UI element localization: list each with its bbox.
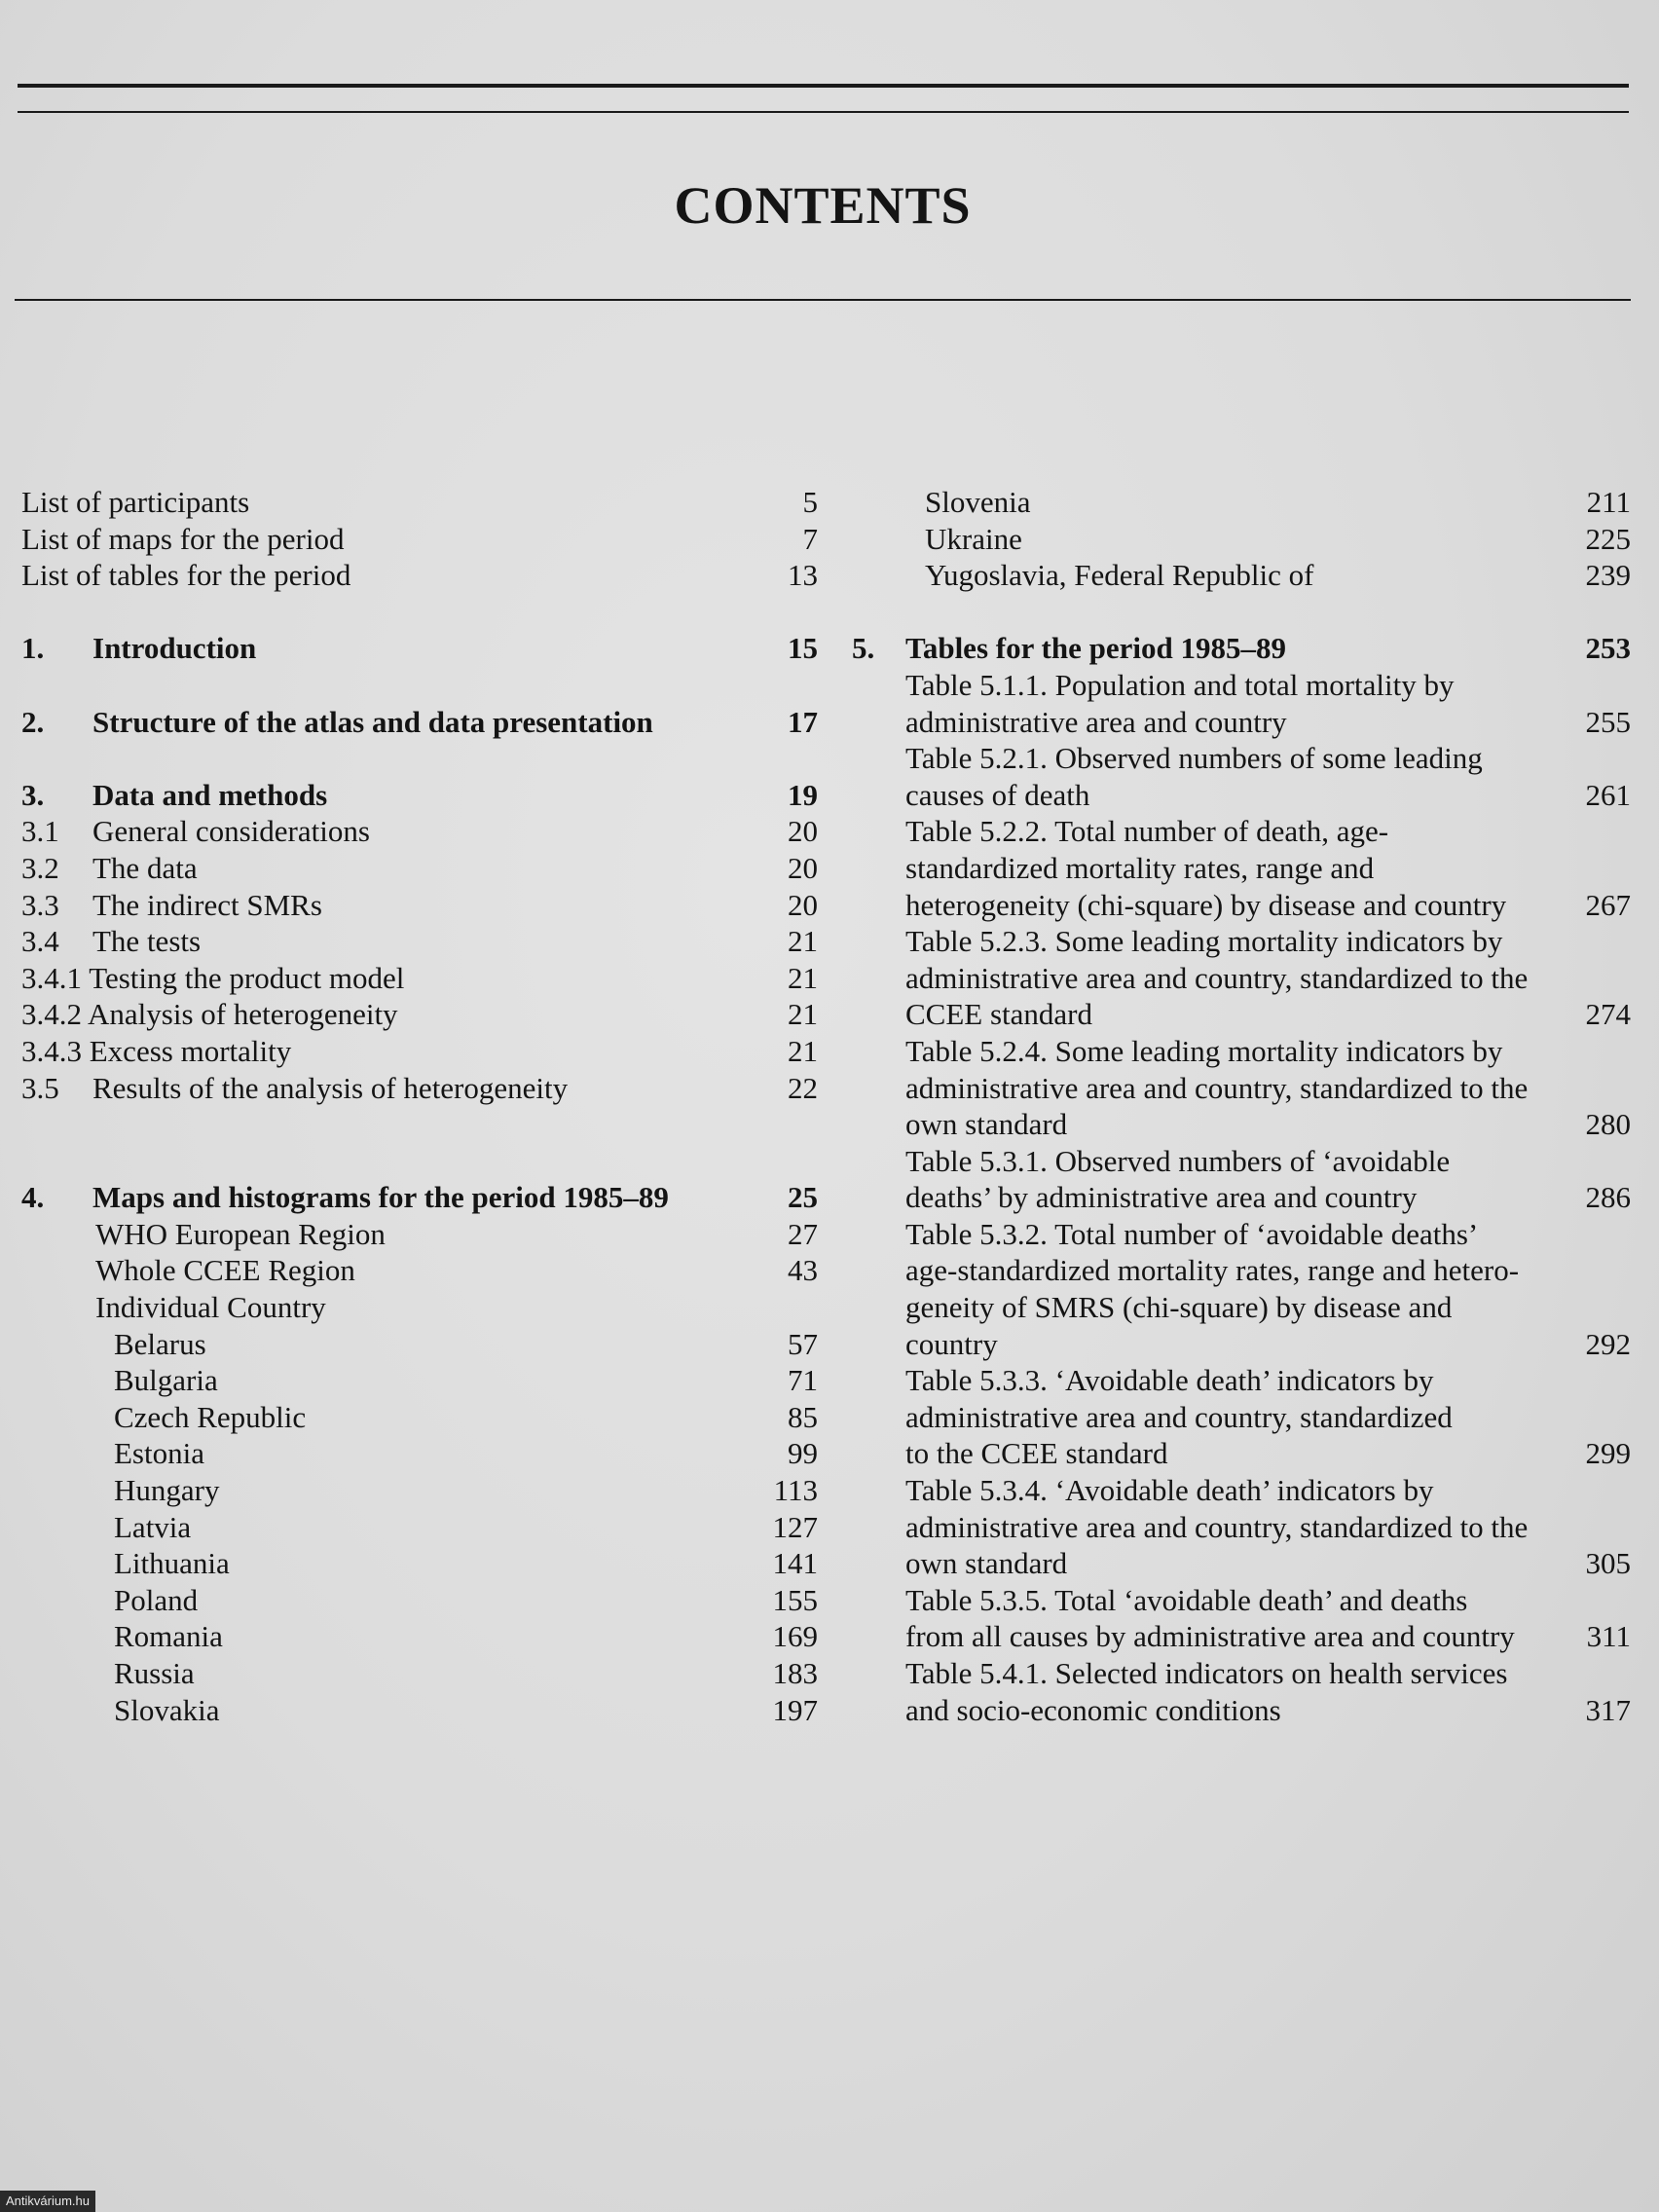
- toc-entry-page: 305: [1585, 1546, 1631, 1581]
- toc-entry-title: List of tables for the period: [21, 558, 351, 593]
- toc-entry-title: Slovakia: [114, 1692, 220, 1727]
- toc-entry: [21, 1326, 818, 1363]
- toc-entry: [852, 1472, 1631, 1509]
- toc-entry: [852, 667, 1631, 704]
- toc-entry-number: 4.: [21, 1180, 45, 1215]
- toc-entry-page: 21: [788, 997, 818, 1032]
- toc-entry: [852, 1582, 1631, 1619]
- toc-entry: [852, 1143, 1631, 1180]
- toc-entry-title: and socio-economic conditions: [905, 1692, 1281, 1727]
- toc-entry: [852, 1399, 1631, 1436]
- toc-entry-title: Table 5.3.5. Total ‘avoidable death’ and deaths: [905, 1582, 1468, 1617]
- toc-entry-title: own standard: [905, 1107, 1068, 1142]
- spacer: [21, 667, 818, 704]
- toc-entry-title: Hungary: [114, 1473, 220, 1508]
- toc-entry-page: 261: [1585, 777, 1631, 812]
- toc-entry-title: geneity of SMRS (chi-square) by disease and: [905, 1290, 1453, 1325]
- toc-entry-title: Table 5.3.3. ‘Avoidable death’ indicators by: [905, 1363, 1434, 1398]
- toc-entry-page: 239: [1585, 558, 1631, 593]
- toc-entry: [21, 1472, 818, 1509]
- toc-entry: [21, 1179, 818, 1216]
- toc-entry: [21, 1216, 818, 1253]
- toc-entry-title: Bulgaria: [114, 1363, 218, 1398]
- toc-entry-page: 253: [1585, 631, 1631, 666]
- toc-entry-title: Maps and histograms for the period 1985–89: [92, 1180, 669, 1215]
- title-rule: [15, 299, 1631, 301]
- toc-entry-title: The indirect SMRs: [92, 887, 322, 922]
- toc-entry-page: 20: [788, 850, 818, 885]
- toc-entry-page: 225: [1585, 521, 1631, 556]
- top-rule-thick: [18, 84, 1629, 88]
- toc-entry-number: 2.: [21, 704, 45, 739]
- toc-entry-page: 286: [1585, 1180, 1631, 1215]
- toc-entry: [21, 1252, 818, 1289]
- toc-entry: [21, 996, 818, 1033]
- toc-entry-number: 3.1: [21, 814, 59, 849]
- toc-entry-page: 274: [1585, 997, 1631, 1032]
- toc-entry: [852, 960, 1631, 997]
- toc-entry-page: 280: [1585, 1107, 1631, 1142]
- toc-entry-title: Table 5.4.1. Selected indicators on health services: [905, 1656, 1508, 1690]
- toc-entry-page: 197: [772, 1692, 818, 1727]
- toc-entry-page: 127: [772, 1509, 818, 1544]
- toc-entry: [852, 557, 1631, 594]
- toc-entry-title: administrative area and country: [905, 704, 1287, 739]
- toc-entry: [21, 484, 818, 521]
- toc-entry: [21, 1033, 818, 1070]
- toc-entry-title: Poland: [114, 1582, 199, 1617]
- toc-entry: [852, 1033, 1631, 1070]
- toc-entry-title: Estonia: [114, 1436, 204, 1471]
- toc-entry-title: WHO European Region: [95, 1216, 386, 1251]
- toc-entry: [21, 1399, 818, 1436]
- toc-entry: [21, 1618, 818, 1655]
- toc-entry-title: to the CCEE standard: [905, 1436, 1168, 1471]
- toc-entry-title: age-standardized mortality rates, range and hetero-: [905, 1253, 1520, 1288]
- toc-entry-page: 21: [788, 960, 818, 995]
- toc-entry: [852, 1618, 1631, 1655]
- toc-entry-page: 57: [788, 1326, 818, 1361]
- toc-entry-title: Table 5.3.2. Total number of ‘avoidable deaths’: [905, 1216, 1479, 1251]
- toc-entry: [21, 1362, 818, 1399]
- toc-entry-title: standardized mortality rates, range and: [905, 850, 1375, 885]
- toc-entry: [21, 1289, 818, 1326]
- toc-entry-page: 267: [1585, 887, 1631, 922]
- toc-entry: [852, 1216, 1631, 1253]
- toc-entry-title: administrative area and country, standardized to the: [905, 960, 1529, 995]
- toc-entry: [852, 996, 1631, 1033]
- toc-entry: [21, 521, 818, 558]
- toc-entry-page: 21: [788, 924, 818, 959]
- toc-entry: [852, 630, 1631, 667]
- toc-entry-page: 43: [788, 1253, 818, 1288]
- toc-entry-page: 155: [772, 1582, 818, 1617]
- toc-entry: [852, 1692, 1631, 1729]
- toc-entry-title: Data and methods: [92, 777, 328, 812]
- toc-entry-title: Latvia: [114, 1509, 192, 1544]
- toc-entry-number: 1.: [21, 631, 45, 666]
- toc-entry: [852, 1070, 1631, 1107]
- toc-entry: [21, 1545, 818, 1582]
- toc-entry-page: 169: [772, 1619, 818, 1654]
- toc-entry-page: 21: [788, 1033, 818, 1068]
- toc-entry-page: 311: [1586, 1619, 1631, 1654]
- toc-entry-title: CCEE standard: [905, 997, 1092, 1032]
- toc-entry: [21, 960, 818, 997]
- toc-entry-page: 5: [802, 485, 818, 519]
- toc-entry: [852, 1289, 1631, 1326]
- toc-entry: [852, 1106, 1631, 1143]
- toc-entry-title: Romania: [114, 1619, 223, 1654]
- toc-entry: [21, 1692, 818, 1729]
- toc-entry-page: 317: [1585, 1692, 1631, 1727]
- toc-entry-title: heterogeneity (chi-square) by disease and country: [905, 887, 1507, 922]
- toc-entry-title: Belarus: [114, 1326, 206, 1361]
- toc-entry-page: 13: [788, 558, 818, 593]
- toc-entry: [21, 777, 818, 814]
- toc-entry-title: Whole CCEE Region: [95, 1253, 355, 1288]
- toc-entry-title: The data: [92, 850, 198, 885]
- toc-entry: [852, 1655, 1631, 1692]
- toc-entry-title: Table 5.3.4. ‘Avoidable death’ indicators by: [905, 1473, 1434, 1508]
- toc-entry-title: Table 5.3.1. Observed numbers of ‘avoidable: [905, 1143, 1451, 1178]
- toc-entry: [21, 1582, 818, 1619]
- toc-entry-title: causes of death: [905, 777, 1090, 812]
- toc-entry: [852, 813, 1631, 850]
- contents-right-column: [852, 484, 1631, 1728]
- toc-entry-title: administrative area and country, standardized to the: [905, 1070, 1529, 1105]
- toc-entry: [21, 630, 818, 667]
- toc-entry-title: Lithuania: [114, 1546, 230, 1581]
- toc-entry-page: 27: [788, 1216, 818, 1251]
- toc-entry-number: 5.: [852, 631, 875, 666]
- toc-entry-title: Table 5.2.3. Some leading mortality indicators by: [905, 924, 1503, 959]
- toc-entry: [852, 1509, 1631, 1546]
- toc-entry-title: country: [905, 1326, 998, 1361]
- toc-entry: [21, 850, 818, 887]
- spacer: [21, 1106, 818, 1143]
- toc-entry-number: 3.3: [21, 887, 59, 922]
- toc-entry: [852, 484, 1631, 521]
- toc-entry: [852, 740, 1631, 777]
- toc-entry-page: 299: [1585, 1436, 1631, 1471]
- toc-entry-page: 17: [788, 704, 818, 739]
- toc-entry-title: Structure of the atlas and data presentation: [92, 704, 653, 739]
- toc-entry-page: 211: [1586, 485, 1631, 519]
- toc-entry-page: 255: [1585, 704, 1631, 739]
- toc-entry-title: Introduction: [92, 631, 257, 666]
- spacer: [21, 740, 818, 777]
- toc-entry-number: 3.5: [21, 1070, 59, 1105]
- toc-entry-page: 99: [788, 1436, 818, 1471]
- toc-entry-number: 3.4: [21, 924, 59, 959]
- toc-entry-number: 3.2: [21, 850, 59, 885]
- toc-entry: [21, 813, 818, 850]
- toc-entry-page: 141: [772, 1546, 818, 1581]
- toc-entry-title: List of participants: [21, 485, 250, 519]
- toc-entry: [852, 923, 1631, 960]
- toc-entry-title: 3.4.2 Analysis of heterogeneity: [21, 997, 398, 1032]
- toc-entry-number: 3.: [21, 777, 45, 812]
- toc-entry: [852, 704, 1631, 741]
- toc-entry-title: Table 5.2.2. Total number of death, age-: [905, 814, 1389, 849]
- toc-entry-title: The tests: [92, 924, 202, 959]
- page-title: CONTENTS: [674, 176, 972, 235]
- toc-entry-title: List of maps for the period: [21, 521, 345, 556]
- toc-entry: [21, 1435, 818, 1472]
- toc-entry-page: 22: [788, 1070, 818, 1105]
- toc-entry-title: administrative area and country, standardized to the: [905, 1509, 1529, 1544]
- toc-entry-title: administrative area and country, standardized: [905, 1399, 1453, 1434]
- toc-entry: [852, 850, 1631, 887]
- toc-entry: [852, 1362, 1631, 1399]
- toc-entry-title: Ukraine: [925, 521, 1022, 556]
- toc-entry: [21, 1655, 818, 1692]
- toc-entry-page: 183: [772, 1656, 818, 1690]
- toc-entry: [21, 1509, 818, 1546]
- toc-entry: [21, 923, 818, 960]
- toc-entry-page: 71: [788, 1363, 818, 1398]
- toc-entry-page: 20: [788, 887, 818, 922]
- toc-entry: [852, 1435, 1631, 1472]
- toc-entry-title: Individual Country: [95, 1290, 326, 1325]
- toc-entry: [852, 777, 1631, 814]
- toc-entry-page: 20: [788, 814, 818, 849]
- toc-entry: [21, 887, 818, 924]
- toc-entry-page: 25: [788, 1180, 818, 1215]
- spacer: [852, 594, 1631, 631]
- spacer: [21, 1143, 818, 1180]
- toc-entry: [852, 1179, 1631, 1216]
- toc-entry-title: Czech Republic: [114, 1399, 307, 1434]
- toc-entry-title: Results of the analysis of heterogeneity: [92, 1070, 569, 1105]
- watermark-footer: Antikvárium.hu: [0, 2191, 95, 2212]
- toc-entry-page: 7: [802, 521, 818, 556]
- toc-entry: [852, 1326, 1631, 1363]
- toc-entry-title: Yugoslavia, Federal Republic of: [925, 558, 1314, 593]
- toc-entry-title: Russia: [114, 1656, 195, 1690]
- toc-entry: [21, 704, 818, 741]
- toc-entry-title: from all causes by administrative area and country: [905, 1619, 1515, 1654]
- toc-entry-page: 15: [788, 631, 818, 666]
- toc-entry-title: Tables for the period 1985–89: [905, 631, 1286, 666]
- toc-entry-page: 19: [788, 777, 818, 812]
- toc-entry: [852, 887, 1631, 924]
- toc-entry-title: General considerations: [92, 814, 370, 849]
- toc-entry-title: 3.4.1 Testing the product model: [21, 960, 405, 995]
- toc-entry-page: 85: [788, 1399, 818, 1434]
- toc-entry-title: own standard: [905, 1546, 1068, 1581]
- toc-entry-title: Table 5.2.4. Some leading mortality indicators by: [905, 1033, 1503, 1068]
- toc-entry-title: 3.4.3 Excess mortality: [21, 1033, 292, 1068]
- toc-entry-page: 113: [773, 1473, 818, 1508]
- toc-entry-title: Table 5.1.1. Population and total mortality by: [905, 667, 1455, 702]
- toc-entry: [21, 1070, 818, 1107]
- spacer: [21, 594, 818, 631]
- top-rule-thin: [18, 111, 1629, 113]
- contents-left-column: [21, 484, 818, 1728]
- toc-entry-title: deaths’ by administrative area and country: [905, 1180, 1418, 1215]
- toc-entry-page: 292: [1585, 1326, 1631, 1361]
- toc-entry: [21, 557, 818, 594]
- toc-entry: [852, 1252, 1631, 1289]
- toc-entry-title: Table 5.2.1. Observed numbers of some leading: [905, 741, 1483, 776]
- toc-entry: [852, 1545, 1631, 1582]
- toc-entry-title: Slovenia: [925, 485, 1031, 519]
- toc-entry: [852, 521, 1631, 558]
